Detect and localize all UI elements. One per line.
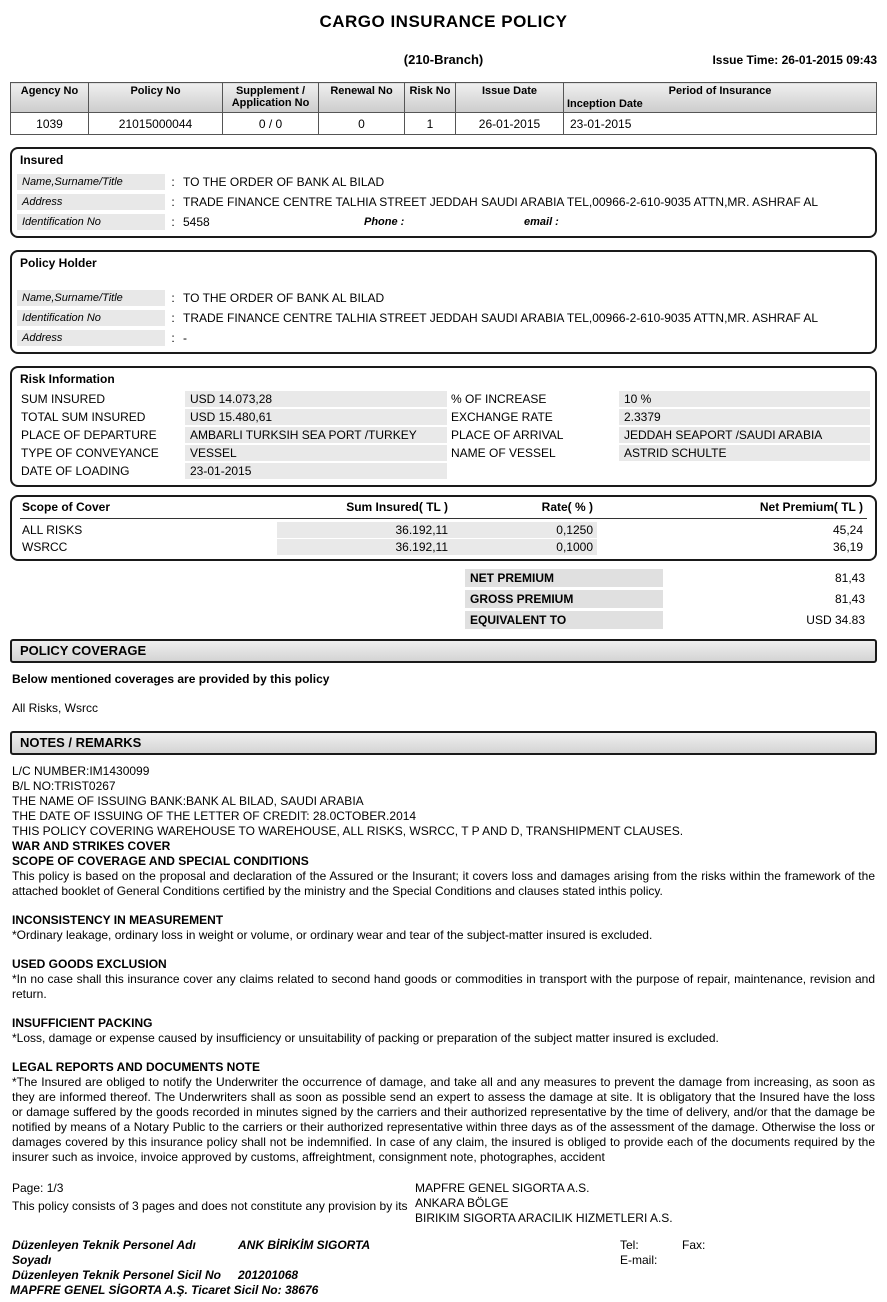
exchange-rate-value: 2.3379 (619, 409, 870, 425)
tel-label: Tel: (620, 1238, 639, 1252)
note-section-scope-of-coverage (12, 854, 875, 899)
personnel-sicil-row (10, 1268, 620, 1283)
colon: : (171, 194, 175, 209)
scope-sum-insured: 36.192,11 (277, 539, 452, 555)
lc-number-line: L/C NUMBER:IM1430099 (12, 764, 150, 778)
policy-holder-address-row (17, 329, 870, 346)
net-premium-label: NET PREMIUM (465, 569, 663, 587)
note-section-legal-reports (12, 1060, 875, 1165)
policy-holder-name-label: Name,Surname/Title (17, 290, 165, 306)
company-line: BIRIKIM SIGORTA ARACILIK HIZMETLERI A.S. (415, 1211, 673, 1225)
note-section-heading: USED GOODS EXCLUSION (12, 957, 167, 971)
personnel-name-label: Düzenleyen Teknik Personel Adı Soyadı (12, 1238, 196, 1267)
risk-row-loading-date (17, 462, 870, 479)
net-premium-row (10, 569, 877, 587)
bl-number-line: B/L NO:TRIST0267 (12, 779, 116, 793)
note-section-body: *In no case shall this insurance cover any claims related to second hand goods or commodities in transport with the purpose of repair, maintenance, revision and return. (12, 972, 875, 1001)
total-sum-label: TOTAL SUM INSURED (21, 409, 146, 424)
vessel-name-value: ASTRID SCHULTE (619, 445, 870, 461)
colon: : (171, 310, 175, 325)
policy-holder-identification-row (17, 309, 870, 326)
footer (10, 1181, 877, 1298)
policy-holder-name-value: TO THE ORDER OF BANK AL BILAD (183, 290, 385, 305)
insured-address-value: TRADE FINANCE CENTRE TALHIA STREET JEDDAH SAUDI ARABIA TEL,00966-2-610-9035 ATTN,MR. ASHRAF AL (183, 194, 819, 209)
branch-label: (210-Branch) (403, 52, 484, 67)
personnel-name-row (10, 1238, 620, 1268)
page-title: CARGO INSURANCE POLICY (319, 12, 568, 31)
tel-fax-row (620, 1238, 877, 1253)
gross-premium-row (10, 590, 877, 608)
net-premium-value: 81,43 (834, 571, 865, 585)
personnel-sicil-label: Düzenleyen Teknik Personel Sicil No (12, 1268, 221, 1282)
insured-name-label: Name,Surname/Title (17, 174, 165, 190)
footer-bottom-row (10, 1238, 877, 1298)
increase-value: 10 % (619, 391, 870, 407)
risk-row-sum-insured (17, 390, 870, 407)
note-section-heading: INCONSISTENCY IN MEASUREMENT (12, 913, 224, 927)
risk-information-section (10, 366, 877, 487)
issuing-bank-line: THE NAME OF ISSUING BANK:BANK AL BILAD, SAUDI ARABIA (12, 794, 364, 808)
insured-section-title: Insured (20, 153, 64, 167)
insured-section (10, 147, 877, 238)
col-issue-date: Issue Date (456, 83, 564, 113)
col-renewal-no: Renewal No (319, 83, 405, 113)
insured-id-value: 5458 (183, 214, 210, 229)
scope-row-wsrcc (20, 538, 867, 555)
scope-rate: 0,1250 (452, 522, 597, 538)
note-section-insufficient-packing (12, 1016, 875, 1046)
scope-name: WSRCC (22, 539, 68, 554)
col-policy-no: Policy No (89, 83, 223, 113)
vessel-name-label: NAME OF VESSEL (451, 445, 556, 460)
arrival-label: PLACE OF ARRIVAL (451, 427, 564, 442)
issue-date-value: 26-01-2015 (456, 113, 564, 135)
insured-address-label: Address (17, 194, 165, 210)
period-of-insurance-label: Period of Insurance (668, 85, 772, 97)
inception-date-value: 23-01-2015 (564, 113, 877, 135)
arrival-value: JEDDAH SEAPORT /SAUDI ARABIA (619, 427, 870, 443)
contact-block (620, 1238, 877, 1298)
gross-premium-label: GROSS PREMIUM (465, 590, 663, 608)
sum-insured-label: SUM INSURED (21, 391, 106, 406)
risk-row-total-sum (17, 408, 870, 425)
conveyance-value: VESSEL (185, 445, 447, 461)
departure-value: AMBARLI TURKSIH SEA PORT /TURKEY (185, 427, 447, 443)
insured-email-label: email : (524, 215, 559, 228)
policy-coverage-list: All Risks, Wsrcc (12, 701, 98, 715)
supplement-no-value: 0 / 0 (223, 113, 319, 135)
departure-label: PLACE OF DEPARTURE (21, 427, 157, 442)
conveyance-label: TYPE OF CONVEYANCE (21, 445, 159, 460)
risk-no-value: 1 (405, 113, 456, 135)
note-section-used-goods (12, 957, 875, 1002)
scope-header-row (20, 499, 867, 519)
insured-phone-label: Phone : (364, 215, 405, 228)
company-block (415, 1181, 877, 1226)
equivalent-to-row (10, 611, 877, 629)
renewal-no-value: 0 (319, 113, 405, 135)
footer-top-row (10, 1181, 877, 1226)
policy-holder-id-label: Identification No (17, 310, 165, 326)
colon: : (171, 214, 175, 229)
notes-remarks-header: NOTES / REMARKS (10, 731, 877, 755)
loading-date-label: DATE OF LOADING (21, 463, 130, 478)
company-line: ANKARA BÖLGE (415, 1196, 509, 1210)
risk-information-title: Risk Information (20, 372, 115, 386)
col-rate: Rate( % ) (541, 500, 593, 514)
colon: : (171, 290, 175, 305)
covering-clauses-line: THIS POLICY COVERING WAREHOUSE TO WAREHOUSE, ALL RISKS, WSRCC, T P AND D, TRANSHIPMENT CLAUSES. (12, 824, 684, 838)
email-row (620, 1253, 877, 1268)
col-net-premium: Net Premium( TL ) (759, 500, 863, 514)
exchange-rate-label: EXCHANGE RATE (451, 409, 553, 424)
policy-holder-section (10, 250, 877, 354)
trade-registry-line: MAPFRE GENEL SİGORTA A.Ş. Ticaret Sicil No: 38676 (10, 1283, 319, 1297)
colon: : (171, 174, 175, 189)
war-strikes-heading: WAR AND STRIKES COVER (12, 839, 171, 853)
policy-table-header-row (11, 83, 877, 113)
col-period-of-insurance (564, 83, 877, 113)
note-section-heading: INSUFFICIENT PACKING (12, 1016, 153, 1030)
note-section-body: *Ordinary leakage, ordinary loss in weight or volume, or ordinary wear and tear of the subject-matter insured is excluded. (12, 928, 653, 942)
page-number: Page: 1/3 (12, 1181, 64, 1195)
policy-holder-address-label: Address (17, 330, 165, 346)
note-section-body: *The Insured are obliged to notify the Underwriter the occurrence of damage, and take all and any measures to prevent the damage from increasing, as soon as they are informed thereof. The Underwriters shall as soon as possible send an expert to assess the damage at site. It is obligatory that the Insured have the loss or damage suffered by the goods recorded in minutes signed by the carriers and their authorized representative by the time of delivery, and/or that the damage be notified by means of a Notary Public to the carriers or their authorized representative within three days as of the assessment of the damage. Otherwise the loss or damages covered by this insurance policy shall not be indemnified. In case of any claim, the insured is obliged to provide each of the documents required by the insurer such as invoice, invoice approved by customs, affreightment, consignment note, photographes, accident (12, 1075, 875, 1164)
insured-id-label: Identification No (17, 214, 165, 230)
col-risk-no: Risk No (405, 83, 456, 113)
loading-date-value: 23-01-2015 (185, 463, 447, 479)
increase-label: % OF INCREASE (451, 391, 547, 406)
insured-identification-row (17, 213, 870, 230)
sum-insured-value: USD 14.073,28 (185, 391, 447, 407)
personnel-block (10, 1238, 620, 1298)
policy-holder-section-title: Policy Holder (20, 256, 97, 270)
personnel-name-value: ANK BİRİKİM SIGORTA (238, 1238, 371, 1252)
scope-net-premium: 36,19 (832, 539, 863, 554)
fax-label: Fax: (682, 1238, 706, 1252)
note-section-body: This policy is based on the proposal and declaration of the Assured or the Insurant; it covers loss and damages arising from the risks within the framework of the attached booklet of General Conditions certified by the ministry and the Special Conditions and clauses stated inthis policy. (12, 869, 875, 898)
empty-value (619, 470, 870, 472)
subtitle-row (10, 52, 877, 70)
policy-holder-id-value: TRADE FINANCE CENTRE TALHIA STREET JEDDAH SAUDI ARABIA TEL,00966-2-610-9035 ATTN,MR. ASHRAF AL (183, 310, 819, 325)
insured-name-value: TO THE ORDER OF BANK AL BILAD (183, 174, 385, 189)
company-line: MAPFRE GENEL SIGORTA A.S. (415, 1181, 590, 1195)
scope-of-cover-table (10, 495, 877, 561)
empty-label (447, 470, 619, 472)
col-agency-no: Agency No (11, 83, 89, 113)
agency-no-value: 1039 (11, 113, 89, 135)
policy-coverage-header: POLICY COVERAGE (10, 639, 877, 663)
note-section-inconsistency (12, 913, 875, 943)
scope-rate: 0,1000 (452, 539, 597, 555)
page-count-note: This policy consists of 3 pages and does not constitute any provision by its (12, 1199, 408, 1213)
policy-table-value-row (11, 113, 877, 135)
note-section-heading: LEGAL REPORTS AND DOCUMENTS NOTE (12, 1060, 261, 1074)
inception-date-label: Inception Date (567, 98, 643, 110)
footer-left-column (10, 1181, 415, 1226)
lc-date-line: THE DATE OF ISSUING OF THE LETTER OF CREDIT: 28.0CTOBER.2014 (12, 809, 417, 823)
insured-address-row (17, 193, 870, 210)
policy-holder-name-row (17, 289, 870, 306)
policy-summary-table (10, 82, 877, 135)
note-section-heading: SCOPE OF COVERAGE AND SPECIAL CONDITIONS (12, 854, 309, 868)
colon: : (171, 330, 175, 345)
col-scope-of-cover: Scope of Cover (22, 500, 111, 514)
notes-content (10, 764, 877, 1165)
premium-totals (10, 569, 877, 629)
col-sum-insured: Sum Insured( TL ) (346, 500, 448, 514)
policy-no-value: 21015000044 (89, 113, 223, 135)
equivalent-to-value: USD 34.83 (806, 613, 865, 627)
equivalent-to-label: EQUIVALENT TO (465, 611, 663, 629)
policy-coverage-subtitle: Below mentioned coverages are provided by this policy (12, 672, 330, 686)
policy-holder-address-value: - (183, 330, 187, 345)
note-section-body: *Loss, damage or expense caused by insufficiency or unsuitability of packing or preparation of the subject matter insured is excluded. (12, 1031, 719, 1045)
scope-net-premium: 45,24 (832, 522, 863, 537)
col-supplement-no: Supplement / Application No (223, 83, 319, 113)
issue-time: Issue Time: 26-01-2015 09:43 (712, 53, 877, 67)
personnel-sicil-value: 201201068 (238, 1268, 299, 1282)
scope-name: ALL RISKS (22, 522, 83, 537)
gross-premium-value: 81,43 (834, 592, 865, 606)
total-sum-value: USD 15.480,61 (185, 409, 447, 425)
risk-row-departure (17, 426, 870, 443)
insured-name-row (17, 173, 870, 190)
scope-sum-insured: 36.192,11 (277, 522, 452, 538)
email-label: E-mail: (620, 1253, 658, 1267)
scope-row-all-risks (20, 521, 867, 538)
risk-row-conveyance (17, 444, 870, 461)
